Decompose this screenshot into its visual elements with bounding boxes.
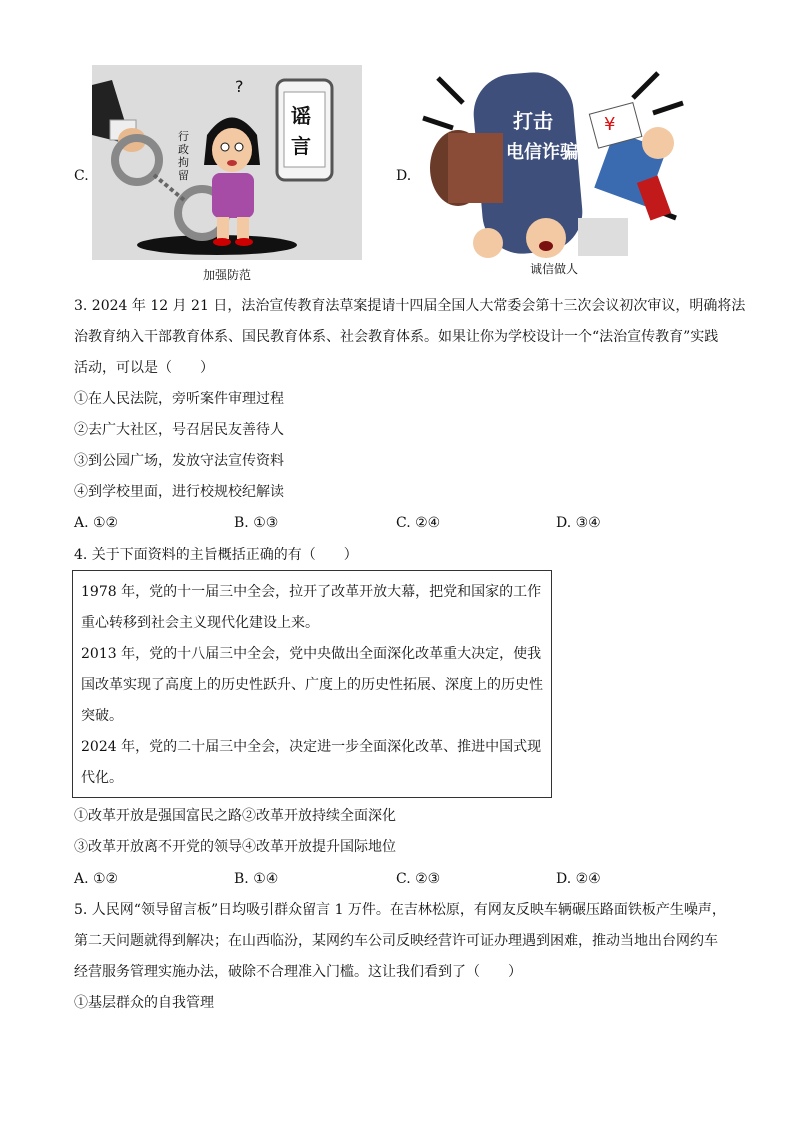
q5-stem-line-2: 第二天问题就得到解决；在山西临汾，某网约车公司反映经营许可证办理遇到困难，推动当地出台网约车 xyxy=(74,933,718,949)
cartoon-rumor-image xyxy=(92,65,362,260)
fraud-cartoon-svg xyxy=(418,68,690,258)
caption-d: 诚信做人 xyxy=(529,262,578,276)
q3-option-d[interactable]: D. ③④ xyxy=(556,515,601,531)
q3-item-3: ③到公园广场，发放守法宣传资料 xyxy=(74,453,284,469)
q3-option-b[interactable]: B. ①③ xyxy=(234,515,279,531)
q5-stem-line-1: 5. 人民网“领导留言板”日均吸引群众留言 1 万件。在吉林松原，有网友反映车辆碾压路面铁板产生噪声， xyxy=(74,902,726,918)
q4-material-line-6: 2024 年，党的二十届三中全会，决定进一步全面深化改革、推进中国式现 xyxy=(81,739,542,755)
svg-text:?: ? xyxy=(235,77,244,96)
q4-option-c[interactable]: C. ②③ xyxy=(396,871,441,887)
q4-item-line-1: ①改革开放是强国富民之路②改革开放持续全面深化 xyxy=(74,808,396,824)
q4-material-line-7: 代化。 xyxy=(81,770,123,786)
q4-option-d[interactable]: D. ②④ xyxy=(556,871,601,887)
q5-stem-line-3: 经营服务管理实施办法，破除不合理准入门槛。这让我们看到了（ ） xyxy=(74,964,522,980)
q4-material-line-2: 重心转移到社会主义现代化建设上来。 xyxy=(81,615,319,631)
q3-stem-line-3: 活动，可以是（ ） xyxy=(74,360,214,376)
svg-text:¥: ¥ xyxy=(604,114,616,135)
cartoon-fraud-image xyxy=(418,68,690,258)
detention-text: 行政拘留 xyxy=(178,130,189,182)
q4-material-line-1: 1978 年，党的十一届三中全会，拉开了改革开放大幕，把党和国家的工作 xyxy=(81,584,542,600)
q3-item-2: ②去广大社区，号召居民友善待人 xyxy=(74,422,284,438)
svg-text:言: 言 xyxy=(291,134,311,158)
q4-option-b[interactable]: B. ①④ xyxy=(234,871,279,887)
q3-item-1: ①在人民法院，旁听案件审理过程 xyxy=(74,391,284,407)
q4-stem: 4. 关于下面资料的主旨概括正确的有（ ） xyxy=(74,547,358,563)
q3-stem-line-1: 3. 2024 年 12 月 21 日，法治宣传教育法草案提请十四届全国人大常委会第十三次会议初次审议，明确将法 xyxy=(74,298,746,314)
phone-icon xyxy=(277,80,332,180)
q3-item-4: ④到学校里面，进行校规校纪解读 xyxy=(74,484,284,500)
option-c-label: C. xyxy=(74,168,89,184)
q5-item-1: ①基层群众的自我管理 xyxy=(74,995,214,1011)
q4-item-line-2: ③改革开放离不开党的领导④改革开放提升国际地位 xyxy=(74,839,396,855)
q3-option-a[interactable]: A. ①② xyxy=(74,515,119,531)
q4-option-a[interactable]: A. ①② xyxy=(74,871,119,887)
q4-material-line-5: 突破。 xyxy=(81,708,123,724)
q3-stem-line-2: 治教育纳入干部教育体系、国民教育体系、社会教育体系。如果让你为学校设计一个“法治宣传教育”实践 xyxy=(74,329,719,345)
option-d-label: D. xyxy=(396,168,412,184)
q4-material-line-4: 国改革实现了高度上的历史性跃升、广度上的历史性拓展、深度上的历史性 xyxy=(81,677,543,693)
q4-material-box xyxy=(72,570,552,798)
rumor-cartoon-svg xyxy=(92,65,362,260)
q3-option-c[interactable]: C. ②④ xyxy=(396,515,441,531)
svg-text:打击: 打击 xyxy=(513,109,553,133)
caption-c: 加强防范 xyxy=(202,268,251,282)
svg-text:谣: 谣 xyxy=(291,104,311,128)
q4-material-line-3: 2013 年，党的十八届三中全会，党中央做出全面深化改革重大决定，使我 xyxy=(81,646,542,662)
svg-text:电信诈骗: 电信诈骗 xyxy=(506,142,578,163)
